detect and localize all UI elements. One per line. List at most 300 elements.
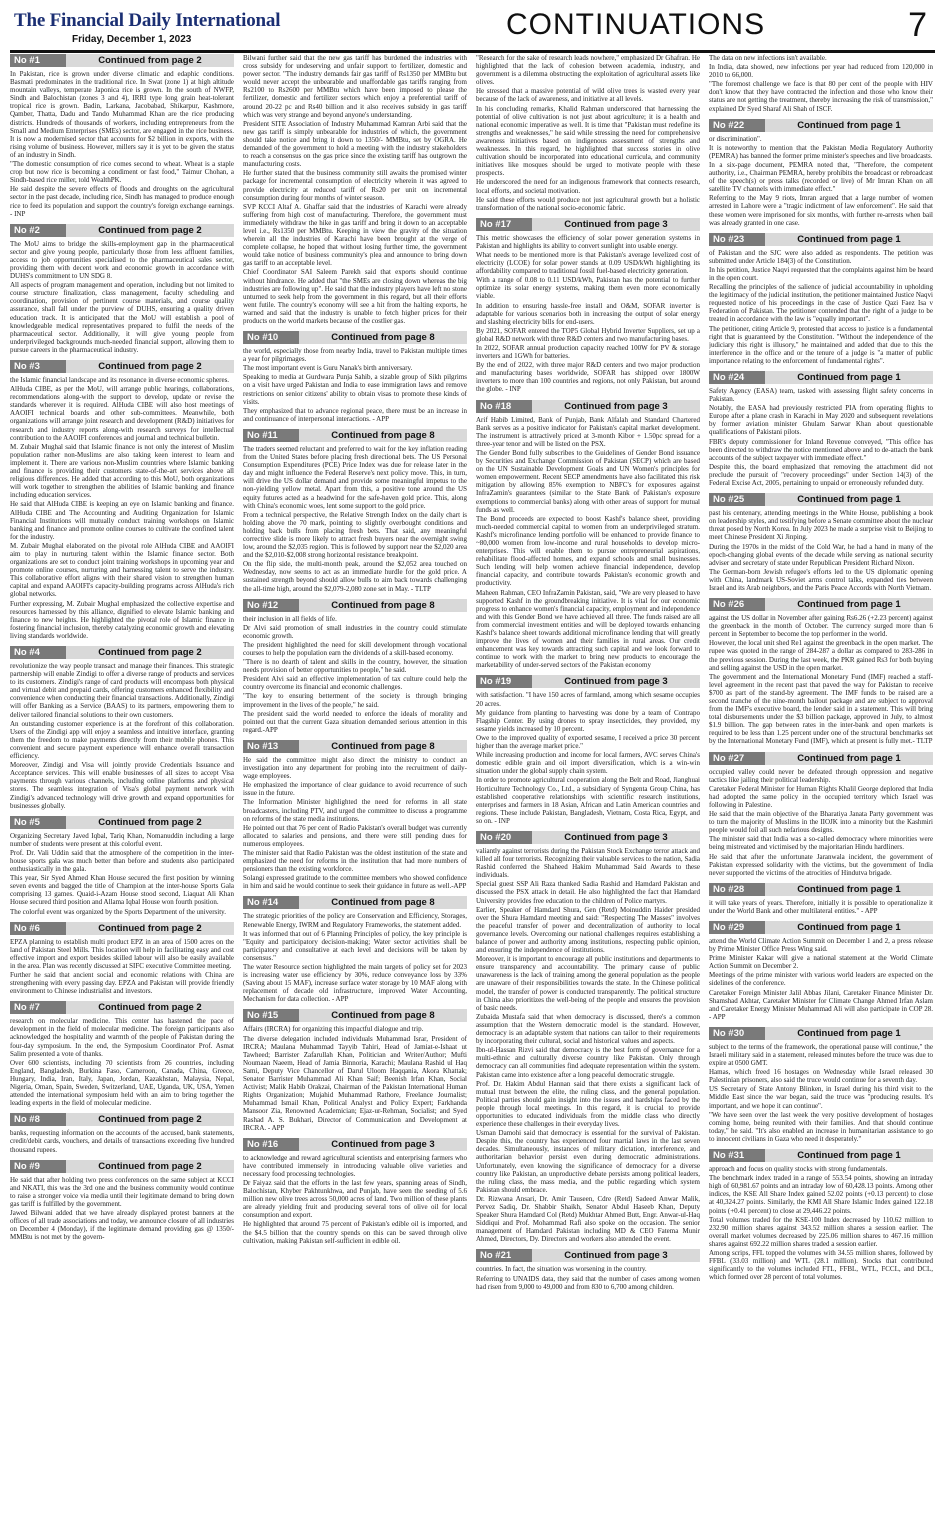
paragraph: On the flip side, the multi-month peak, around the $2,052 area touched on Wednesday, now seems to act as an immediate hurdle for the gold price. A sustained strength beyond should allow bulls to aim back towards challenging the all-time high, around the $2,079-2,080 zone set in May. - TLTP [243, 560, 467, 593]
story-header [10, 1113, 234, 1126]
story-body [243, 912, 467, 1003]
paragraph: The colorful event was organized by the Sports Department of the university. [10, 907, 226, 916]
story-number: No #30 [709, 1027, 765, 1040]
paragraph: Despite this, the board emphasized that removing the attachment did not preclude the pursuit of "recovery proceedings" under Section 14(3) of the Federal Excise Act, 2005, pertaining to unpaid or erroneously refunded duty. [709, 462, 933, 488]
paragraph: Further he said that ancient social and economic relations with China are strengthening with every passing day. EPZA and Pakistan will provide friendly environment to Chinese industrialist and investors. [10, 971, 234, 996]
paragraph: In order to promote agricultural cooperation along the Belt and Road, Jianghuai Horticulture Technology Co., Ltd., a subsidiary of Syngenta Group China, has established cooperative relationships with scientific research institutions, enterprises and farmers in 18 Asian, African and Latin American countries and regions. These include Pakistan, Bangladesh, Vietnam, Costa Rica, Egypt, and so on. - INP [476, 776, 700, 825]
continuation-story [10, 1001, 234, 1107]
paper-name: The Financial Daily International [14, 10, 281, 31]
continuation-story [476, 54, 700, 212]
story-number: No #25 [709, 493, 765, 506]
story-header [243, 1138, 467, 1151]
story-number: No #20 [476, 831, 532, 844]
paragraph: Recalling the principles of the salience of judicial accountability in upholding the legitimacy of the judicial institution, the petitioner maintained Justice Naqvi requested notice of his proceedings in the case of Justice Qazi Faez Isa v Federation of Pakistan. The petitioner contended that the right of a judge to be treated in accordance with the law is "equally important". [709, 283, 933, 324]
paragraph: Chief Coordinator SAI Saleem Parekh said that exports should continue without hindrance. He added that "the SMEs are closing down whereas the big industries are following up". He said that the industry players have left no stone unturned to seek help from the government in this regard, but all their efforts went futile. The country's economy will see a hit from the halting exports, he warned and said that the industry is unable to fetch higher prices for their products on the world markets because of the costlier gas. [243, 268, 467, 325]
paragraph: Affairs (IRCRA) for organizing this impactful dialogue and trip. [243, 1025, 424, 1034]
continuation-story [10, 360, 234, 640]
paragraph: Hamas, which freed 16 hostages on Wednesday while Israel released 30 Palestinian prisoners, also said the truce would continue for a seventh day. [709, 1068, 933, 1085]
story-body [476, 416, 700, 670]
continuation-story [709, 752, 933, 877]
paragraph: Prime Minister Kakar will give a national statement at the World Climate Action Summit on December 2. [709, 954, 933, 971]
story-body [476, 847, 700, 1244]
story-number: No #12 [243, 599, 299, 612]
story-body [476, 691, 700, 825]
paragraph: He said that AlHuda CIBE is keeping an eye on Islamic banking and finance. AlHuda CIBE and The Accounting and Auditing Organization for Islamic Financial Institutions will mutually conduct training workshops on Islamic banking and finance and promote online courses to cultivate the confined talent for the industry. [10, 500, 234, 541]
continuation-story [10, 1160, 234, 1242]
story-body [709, 509, 933, 592]
continued-from-label: Continued from page 3 [564, 218, 668, 230]
paragraph: In India, data showed, new infections per year had reduced from 120,000 in 2010 to 66,000. [709, 63, 933, 80]
continuation-story [476, 1249, 700, 1290]
story-header [243, 331, 467, 344]
story-number: No #10 [243, 331, 299, 344]
section-title: CONTINUATIONS [506, 8, 766, 41]
paragraph: The strategic priorities of the policy are Conservation and Efficiency, Storages, Renewable Energy, IWRM and Regulatory Frameworks, the statement added. [243, 912, 467, 929]
paragraph: Usman Damohi said that democracy is essential for the survival of Pakistan. Despite this, the country has experienced four martial laws in the last seven decades. Simultaneously, instances of military dictation, interference, and authoritarian behavior persist even during democratic administrations. Unfortunately, even knowing the significance of democracy for a diverse country like Pakistan, an unproductive debate persists among political leaders, the ruling class, the mass media, and the public regarding which system Pakistan should embrace. [476, 1129, 700, 1194]
story-number: No #28 [709, 883, 765, 896]
paragraph: Notably, the EASA had previously restricted PIA from operating flights to Europe after a plane crash in Karachi in May 2020 and subsequent revelations by former aviation minister Ghulam Sarwar Khan about questionable qualifications of Pakistani pilots. [709, 404, 933, 437]
paragraph: EPZA planning to establish multi product EPZ in an area of 1500 acres on the land of Pakistan Steel Mills. This location will help in facilitating easy and cost effective import and export besides skilled labour will also be easily available in the area. Plan was recently discussed at SIFC executive Committee meeting. [10, 937, 234, 970]
paragraph: In his petition, Justice Naqvi requested that the complaints against him be heard in the open court. [709, 265, 933, 282]
story-header [243, 740, 467, 753]
continuation-story [243, 429, 467, 593]
story-number: No #2 [10, 224, 66, 237]
continued-from-label: Continued from page 3 [331, 1138, 435, 1150]
story-number: No #18 [476, 400, 532, 413]
continuation-story [243, 599, 467, 734]
continued-from-label: Continued from page 3 [564, 831, 668, 843]
continuation-story [709, 371, 933, 487]
paragraph: He said that the main objective of the Bharatiya Janata Party government was to turn the majority of Muslims in the IIOJK into a minority but the Kashmiri people would foil all such nefarious designs. [709, 810, 933, 835]
paragraph: "The key to ensuring betterment of the society is through bringing improvement in the lives of the people," he said. [243, 692, 467, 709]
story-number: No #9 [10, 1160, 66, 1173]
paragraph: What needs to be mentioned more is that Pakistan's average levelized cost of electricity (LCOE) for solar power stands at 0.09 USD/kWh highlighting its affordability compared to traditional fossil fuel-based electricity generation. [476, 250, 700, 276]
continued-from-label: Continued from page 1 [797, 752, 901, 764]
continuation-story [243, 740, 467, 891]
paragraph: It was informed that out of 6 Planning Principles of policy, the key principle is "Equity and participatory decision-making; Water sector activities shall be participatory and consultative at each level and decisions will be taken by consensus." [243, 929, 467, 962]
story-header [243, 599, 467, 612]
story-header [709, 371, 933, 384]
paragraph: The government and the International Monetary Fund (IMF) reached a staff-level agreement in the recent past that paved the way for Pakistan to receive $700 as part of the stand-by agreement. The IMF funds to be raised are a second tranche of the nine-month bailout package and are subject to approval from the IMF's executive board, the lender said in a statement. This will bring total disbursements under the $3 billion package, approved in July, to almost $1.9 billion. The gap between rates in the inter-bank and open markets is required to be less than 1.25 percent under one of the structural benchmarks set by the International Monetary Fund (IMF), which at present is fully met.- TLTP [709, 672, 933, 746]
paragraph: SVP KCCI Altaf A. Ghaffar said that the industries of Karachi were already suffering from high cost of manufacturing. Therefore, the government must immediately withdraw the hike in gas tariff and bring it down to an acceptable level i.e., Rs1350 per MMBtu. Keeping in view the gravity of the situation wherein all the industries of Karachi have been brought at the verge of complete collapse, he hoped that without losing further time, the government would take notice of business community's plea and announce to bring down gas tariff to an acceptable level. [243, 202, 467, 268]
continuation-story [709, 883, 933, 915]
story-body [10, 240, 234, 354]
story-number: No #1 [10, 54, 66, 67]
paragraph: Moreover, Zindigi and Visa will jointly provide Credentials Issuance and Acceptance services. This will enable businesses of all sizes to accept Visa payments through various channels, including online platforms and physical stores. The seamless integration of Visa's global payment network with Zindigi's advanced technology will drive growth and expand opportunities for businesses globally. [10, 761, 234, 810]
story-header [476, 831, 700, 844]
story-header [10, 1001, 234, 1014]
story-body [476, 54, 700, 212]
paragraph: The most important event is Guru Nanak's birth anniversary. [243, 364, 413, 373]
story-header [243, 896, 467, 909]
continued-from-label: Continued from page 1 [797, 883, 901, 895]
story-header [709, 921, 933, 934]
story-number: No #13 [243, 740, 299, 753]
paragraph: it will take years of years. Therefore, initially it is possible to operationalize it under the World Bank and other multilateral entities." - APP [709, 898, 933, 915]
story-body [476, 1265, 700, 1290]
paragraph: The traders seemed reluctant and preferred to wait for the key inflation reading from the United States before placing fresh directional bets. The US Personal Consumption Expenditures (PCE) Price Index was due for release later in the day and might influence the Federal Reserve's next policy move. This, in turn, will drive the US dollar demand and provide some meaningful impetus to the non-yielding yellow metal. Apart from this, a positive tone around the US equity futures acted as a headwind for the safe-haven gold price. This, along with China's economic woes, lent some support to the gold price. [243, 444, 467, 510]
story-body [10, 70, 234, 218]
paragraph: While increasing production and income for local farmers, AVC serves China's domestic edible grain and oil import diversification, which is a win-win situation under the global supply chain system. [476, 751, 700, 776]
story-header [476, 675, 700, 688]
paragraph: He highlighted that around 75 percent of Pakistan's edible oil is imported, and the $4.5 billion that the country spends on this can be saved through olive cultivation, making Pakistan self-sufficient in edible oil. [243, 1220, 467, 1245]
paragraph: Owe to the improved quality of exported sesame, I received a price 30 percent higher than the average market price." [476, 733, 700, 751]
paragraph: Further expressing, M. Zubair Mughal emphasized the collective expertise and resources harnessed by this alliance, dignified to elevate Islamic banking and finance to new heights. He highlighted the pivotal role of Islamic finance in fostering financial inclusion, thereby catalyzing economic growth and elevating living standards worldwide. [10, 599, 234, 640]
story-header [709, 1149, 933, 1162]
paragraph: approach and focus on quality stocks with strong fundamentals. [709, 1165, 888, 1174]
story-body [476, 234, 700, 394]
paragraph: or discrimination". [709, 134, 762, 143]
story-header [243, 429, 467, 442]
paragraph: He said that after the unfortunate Jaranwala incident, the government of Pakistan expressed solidarity with the victims, but the government of India never supported the victims of the atrocities of Hindutva brigade. [709, 852, 933, 877]
paragraph: M. Zubair Mughal said that Islamic finance is not only the interest of Muslim population rather non-Muslims are also taking keen interest to learn and implement it. There are various non-Muslim countries where Islamic banking and finance is providing their customers state-of-the-art services above all religious differences. He added that according to this MoU, both organizations will work together to strengthen the abilities of Islamic banking and finance including education services. [10, 442, 234, 500]
story-body [10, 1176, 234, 1242]
paragraph: From a technical perspective, the Relative Strength Index on the daily chart is holding above the 70 mark, pointing to slightly overbought conditions and holding back bulls from placing fresh bets. That said, any meaningful corrective slide is more likely to attract fresh buyers near the overnight swing low, around the $2,035 region. This is followed by support near the $2,020 area and the $2,010-$2,008 strong horizontal resistance breakpoint. [243, 510, 467, 560]
paragraph: banks, requesting information on the accounts of the accused, bank statements, credit/debit cards, vouchers, and details of transactions exceeding five hundred thousand rupees. [10, 1129, 234, 1154]
continuation-story [243, 1138, 467, 1245]
paragraph: Jawed Bilwani added that we have already displayed protest banners at the offices of all trade associations and today, we announce closure of all industries on December 4 (Monday), if the legitimate demand providing gas @ 1350/- MMBtu is not met by the govern- [10, 1208, 234, 1242]
story-number: No #8 [10, 1113, 66, 1126]
continuation-story [243, 896, 467, 1003]
paragraph: Maheen Rahman, CEO InfraZamin Pakistan, said, "We are very pleased to have supported Kashf in the groundbreaking initiative. It is vital for our economic progress to enhance women's financial capacity, employment and independence and with this Gender Bond we have achieved all three. The funds raised are all from commercial investment entities and will be deployed towards enhancing Kashf's balance sheet towards additional microfinance lending that will greatly improve the lives of women and their families in rural areas. Our credit enhancement was key towards attracting such capital and we look forward to continue to work with the market to bring new products to encourage the marketability of under-served sectors of the Pakistan economy [476, 588, 700, 670]
story-header [10, 1160, 234, 1173]
story-header [10, 922, 234, 935]
masthead [10, 6, 935, 53]
story-number: No #19 [476, 675, 532, 688]
paragraph: subject to the terms of the framework, the operational pause will continue," the Israeli military said in a statement, released minutes before the truce was due to expire at 0500 GMT. [709, 1042, 933, 1068]
continued-from-label: Continued from page 8 [331, 897, 435, 909]
story-number: No #23 [709, 233, 765, 246]
paragraph: The diverse delegation included individuals Muhammad Israr, President of IRCRA; Maulana Muhammad Tayyib Tahiri, Head of Jamiat-e-Ishaat ut Tawheed; Barrister Zafarullah Khan, Politician and Writer/Author; Mufti Noumaan Naeem, Head of Jamia Binnoria, Karachi; Maulana Rashid ul Haq Sami, Deputy Vice Chancellor of Darul Uloom Haqqania, Akora Khattak; Senator Barrister Muhammad Ali Khan Saif; Beenish Irfan Khan, Social Activist; Malik Habib Orakzai, Chairman of the Pakistan International Human Rights Organization; Mujahid Muhammad Rathore, Freelance Journalist; Muhammad Ismail Khan, Political Analyst and Policy Expert; Farkhanda Mansoor Zia, Renowned Academician; Ejaz-ur-Rehman, Socialist; and Syed Rashad A. S. Bukhari, Director of Communication and Development at IRCRA. - APP [243, 1034, 467, 1132]
story-body [243, 1154, 467, 1245]
continued-from-label: Continued from page 8 [331, 1010, 435, 1022]
continued-from-label: Continued from page 2 [98, 922, 202, 934]
story-body [243, 445, 467, 593]
story-number: No #6 [10, 922, 66, 935]
continuation-story [10, 816, 234, 916]
paragraph: Referring to UNAIDS data, they said that the number of cases among women had risen from 9,000 to 49,000 and from 830 to 6,700 among children. [476, 1274, 700, 1291]
story-number: No #5 [10, 816, 66, 829]
paragraph: He said the committee might also direct the ministry to conduct an investigation into any department for probing into the recruitment of daily-wage employees. [243, 755, 467, 781]
paragraph: However, the local unit shed Re1 against the greenback in the open market. The rupee was quoted in the range of 284-287 a dollar as compared to 283-286 in the previous session. During the last week, the PKR gained Rs3 for both buying and selling against the USD in the open market. [709, 639, 933, 672]
continued-from-label: Continued from page 2 [98, 224, 202, 236]
paragraph: Safety Agency (EASA) team, tasked with assessing flight safety concerns in Pakistan. [709, 387, 933, 404]
paragraph: countries. In fact, the situation was worsening in the country. [476, 1265, 647, 1274]
paragraph: Zubaida Mustafa said that when democracy is discussed, there's a common assumption that the Western democratic model is the standard. However, democracy is an adaptable system that nations can tailor to their requirements by incorporating their cultural, social and historical values and aspects. [476, 1012, 700, 1046]
story-number: No #17 [476, 218, 532, 231]
story-number: No #4 [10, 646, 66, 659]
story-header [10, 54, 234, 67]
story-body [709, 54, 933, 113]
column-3 [476, 54, 700, 1524]
continued-from-label: Continued from page 8 [331, 332, 435, 344]
continued-from-label: Continued from page 2 [98, 1160, 202, 1172]
paragraph: The petitioner, citing Article 9, protested that access to justice is a fundamental right that is guaranteed by the Constitution. "Without the independence of the judiciary this right is illusory," he maintained and added that due to this the interference in the office and or the tenure of a judge is "a matter of public importance relating to the enforcement of fundamental rights". [709, 324, 933, 365]
paragraph: Organizing Secretary Javed Iqbal, Tariq Khan, Nomanuddin including a large number of students were present at this colorful event. [10, 831, 234, 848]
paragraph: In his concluding remarks, Khalid Rahman underscored that harnessing the potential of olive cultivation is not just about agriculture; it is a health and national economic imperative as well. It is time that "Pakistan must redefine its strengths and weaknesses," he said while stressing the need for comprehensive awareness initiatives based on indigenous assessment of strengths and weaknesses. In this regard, he highlighted that success stories in olive cultivation should be incorporated into educational curricula, and community initiatives like mosques should be urged to motivate people with these prospects. [476, 104, 700, 178]
paragraph: Moreover, it is important to encourage all public institutions and departments to ensure transparency and accountability. The primary cause of public unawareness is the lack of training among the general population as the people are unaware of their responsibilities towards the state. In the Chinese political model, the transfer of power is conducted transparently. The political structure in China also prioritizes the well-being of the people and ensures the provision of basic needs. [476, 955, 700, 1012]
story-body [709, 135, 933, 227]
story-header [476, 1249, 700, 1262]
paragraph: President SITE Association of Industry Muhammad Kamran Arbi said that the new gas tariff is simply unbearable for industries of which, the government should take notice and bring it down to 1350/- MMBtu, set by OGRA. He demanded of the government to hold a meeting with the industry stakeholders to reach a consensus on the gas price since the existing tariff has outgrown the manufacturing costs. [243, 119, 467, 169]
continued-from-label: Continued from page 2 [98, 1114, 202, 1126]
continued-from-label: Continued from page 1 [797, 233, 901, 245]
story-number: No #21 [476, 1249, 532, 1262]
issue-date: Friday, December 1, 2023 [72, 34, 192, 45]
paragraph: Caretaker Foreign Minister Jalil Abbas Jilani, Caretaker Finance Minister Dr. Shamshad Akhtar, Caretaker Minister for Climate Change Ahmed Irfan Aslam and Caretaker Energy Minister Muhammad Ali will also participate in COP 28. - APP [709, 988, 933, 1021]
paragraph: He further stated that the business community still awaits the promised winter package for incremental consumption of electricity wherein it was agreed to provide electricity at reduced tariff of Rs20 per unit on incremental consumption during four months of winter season. [243, 169, 467, 202]
paragraph: The data on new infections isn't available. [709, 54, 827, 62]
story-body [10, 1129, 234, 1153]
story-body [10, 376, 234, 640]
continued-from-label: Continued from page 3 [564, 676, 668, 688]
paragraph: The Information Minister highlighted the need for reforms in all state broadcasters, including PTV, and urged the committee to discuss a programme on reforms of the state media institutions. [243, 798, 467, 823]
story-header [709, 883, 933, 896]
paragraph: their inclusion in all fields of life. [243, 614, 337, 623]
paragraph: Total volumes traded for the KSE-100 Index decreased by 110.62 million to 232.90 million shares against 343.52 million shares a session earlier. The overall market volumes decreased by 225.06 million shares to 467.16 million shares against 692.22 million shares traded a session earlier. [709, 1215, 933, 1248]
paragraph: the Islamic financial landscape and its resonance in diverse economic spheres. [10, 376, 230, 384]
paragraph: occupied valley could never be defeated through oppression and negative tactics like jailing their political leadership. [709, 767, 933, 784]
continued-from-label: Continued from page 1 [797, 1027, 901, 1039]
continued-from-label: Continued from page 2 [98, 816, 202, 828]
story-number: No #26 [709, 598, 765, 611]
paragraph: Dr. Rizwana Ansari, Dr. Amir Tauseen, Cdre (Retd) Sadeed Anwar Malik, Pervez Sadiq, Dr. Shabbir Shaikh, Senator Abdul Haseeb Khan, Deputy Speaker Shura Hamdard Col (Retd) Mukhtar Ahmed Butt, Engr. Anwar-ul-Haq Siddiqui and Prof. Mohammad Rafi also spoke on the occasion. The senior management of Hamdard Pakistan including MD & CEO Fatema Munir Ahmed, Directors, Dy. Directors and workers also attended the event. [476, 1194, 700, 1244]
paragraph: The president said the world needed to enforce the ideals of morality and pointed out that the current Gaza situation demanded serious attention in this regard.-APP [243, 709, 467, 734]
continued-from-label: Continued from page 8 [331, 429, 435, 441]
paragraph: with satisfaction. "I have 150 acres of farmland, among which sesame occupies 20 acres. [476, 691, 700, 708]
continuation-story [243, 331, 467, 423]
continued-from-label: Continued from page 1 [797, 372, 901, 383]
paragraph: attend the World Climate Action Summit on December 1 and 2, a press release by Prime Minister Office Press Wing said. [709, 936, 933, 954]
continuation-story [476, 400, 700, 670]
continuation-story [709, 921, 933, 1021]
paragraph: Bilwani further said that the new gas tariff has burdened the industries with cross subsidy for undeserving and unfair support to fertilizer, domestic and power sector. "The industry demands fair gas tariff of Rs1350 per MMBtu but would never accept the unbearable and unaffordable gas tariffs ranging from Rs2100 to Rs2600 per MMBtu which have been imposed to please the fertilizer, domestic and fertilizer sectors which enjoy a preferential tariff of around 20-22 pc and Rs40 billion and it also receives subsidy in gas tariff which was very strange and beyond anyone's understanding. [243, 54, 467, 119]
paragraph: He underscored the need for an indigenous framework that connects research, local efforts, and societal motivation. [476, 178, 700, 195]
story-header [10, 816, 234, 829]
paragraph: Over 600 scientists, including 70 scientists from 26 countries, including England, Bangladesh, Burkina Faso, Cameroon, Canada, China, Greece, Hungary, India, Iran, Italy, Japan, Jordan, Kazakhstan, Malaysia, Nepal, Nigeria, Oman, Spain, Sweden, Switzerland, UAE, Uganda, UK, USA, Yemen attended the international symposium held with an aim to bring together the leading experts in the field of molecular medicine. [10, 1058, 234, 1108]
story-body [709, 768, 933, 877]
paragraph: Arif Habib Limited, Bank of Punjab, Bank Alfalah and Standard Chartered Bank serves as a positive indicator for Pakistan's capital market development. The instrument is attractively priced at 3-month Kibor + 1.50pc spread for a three-year tenor and will be listed on the PSX. [476, 415, 700, 448]
paragraph: valiantly against terrorists during the Pakistan Stock Exchange terror attack and killed all four terrorists. Recognizing their valuable services to the nation, Sadia Rashid conferred the Shaheed Hakim Muhammad Said Awards to these individuals. [476, 846, 700, 880]
paragraph: of Pakistan and the SJC were also added as respondents. The petition was submitted under Article 184(3) of the Constitution. [709, 248, 933, 265]
story-header [10, 224, 234, 237]
continued-from-label: Continued from page 3 [564, 1250, 668, 1262]
paragraph: to acknowledge and reward agricultural scientists and enterprising farmers who have contributed immensely in introducing valuable olive varieties and necessary food processing technologies. [243, 1153, 467, 1178]
continuation-story [476, 218, 700, 394]
continuation-story [10, 922, 234, 996]
continued-from-label: Continued from page 8 [331, 599, 435, 611]
paragraph: He pointed out that 76 per cent of Radio Pakistan's overall budget was currently allocated to salaries and pensions, and there were still pending dues for numerous employees. [243, 823, 467, 848]
story-header [709, 119, 933, 132]
continuation-story [476, 831, 700, 1244]
continued-from-label: Continued from page 1 [797, 494, 901, 506]
paragraph: He said despite the severe effects of floods and droughts on the agricultural sector in the past decade, including rice, Sindh has managed to produce enough rice to feed its population and support the country's foreign exchange earnings. - INP [10, 185, 234, 218]
paragraph: "The domestic consumption of rice comes second to wheat. Wheat is a staple crop but now rice is becoming a condiment or fast food," Taimur Chohan, a Sindh-based rice miller, told WealthPK. [10, 160, 234, 185]
story-number: No #15 [243, 1009, 299, 1022]
paragraph: It is noteworthy to mention that the Pakistan Media Regulatory Authority (PEMRA) has banned the former prime minister's speeches and live broadcasts. [709, 143, 933, 160]
paragraph: The Gender Bond fully subscribes to the Guidelines of Gender Bond issuance by Securities and Exchange Commission of Pakistan (SECP) which are based on the UN Sustainable Development Goals and UN Women's principles for women empowerment. Recent SECP amendments have also facilitated this risk mitigation by allowing 85% exemption to NBFC's for exposures against InfraZamin's guarantees (similar to the State Bank of Pakistan's exposure exemptions to commercial banks) along with other areas of support for mutual funds as well. [476, 448, 700, 514]
paragraph: During the 1970s in the midst of the Cold War, he had a hand in many of the epoch-changing global events of the decade while serving as national security adviser and secretary of state under Republican President Richard Nixon. [709, 542, 933, 567]
story-number: No #7 [10, 1001, 66, 1014]
paragraph: The Bond proceeds are expected to boost Kashf's balance sheet, providing much-needed commercial capital to women from an underprivileged stratum. Kashf's microfinance lending portfolio will be enhanced to provide finance to ~80,000 women from low-income and rural households to develop micro-enterprises. This will enable them to pursue entrepreneurial aspirations, rehabilitate flood-affected homes, and expand schools and small businesses. Such lending will help women achieve financial independence, develop financial capacity, and contribute towards Pakistan's economic growth and productivity. [476, 514, 700, 588]
story-body [709, 614, 933, 746]
story-body [10, 662, 234, 810]
paragraph: against the US dollar in November after gaining Rs6.26 (+2.23 percent) against the greenback in the month of October. The currency surged more than 6 percent in September to become the top performer in the world. [709, 614, 933, 639]
paragraph: This year, Sir Syed Ahmed Khan House secured the first position by winning seven events and bagged the title of Champion at the inter-house Sports Gala comprising 13 games. Quaid-i-Azam House stood second, Liaquat Ali Khan House secured third position and Allama Iqbal House won fourth position. [10, 874, 234, 907]
continued-from-label: Continued from page 2 [98, 1002, 202, 1014]
paragraph: My guidance from planting to harvesting was done by a team of Contrapo Flagship Center. By using drones to spray insecticides, they provided, my sesame yields increased by 10 percent. [476, 708, 700, 733]
paragraph: With a range of 0.08 to 0.11 USD/kWh, Pakistan has the potential to further optimize its solar energy systems, making them even more economically viable. [476, 276, 700, 301]
paragraph: Speaking to media at Gurdwara Punja Sahib, a sizable group of Sikh pilgrims on a visit have urged Pakistan and India to ease immigration laws and remove restrictions on senior citizens' ability to obtain visas to promote these kinds of visits. [243, 373, 467, 406]
continued-from-label: Continued from page 1 [797, 1150, 901, 1162]
paragraph: He stressed that a massive potential of wild olive trees is wasted every year because of the lack of awareness, and initiative at all levels. [476, 87, 700, 104]
paragraph: They emphasized that to advance regional peace, there must be an increase in and continuance of interpersonal interactions. - APP [243, 406, 467, 423]
story-header [476, 218, 700, 231]
story-body [243, 54, 467, 325]
story-number: No #16 [243, 1138, 299, 1151]
continuation-story [10, 54, 234, 218]
story-number: No #22 [709, 119, 765, 132]
paragraph: The MoU aims to bridge the skills-employment gap in the pharmaceutical sector and give young people, particularly those from less affluent families, access to job opportunities specialised to the pharmaceutical sales sector, providing them with decent work and economic growth in accordance with DUHS's commitment to UN SDG 8. [10, 239, 234, 281]
continuation-story [10, 646, 234, 810]
continued-from-label: Continued from page 1 [797, 119, 901, 131]
paragraph: The water Resource section highlighted the main targets of policy set for 2023 is increasing water use efficiency by 30%, reduce conveyance loss by 33% (Saving about 15 MAF), increase surface water storage by 10 MAF along with replacement of decade old infrastructure, improved Water Accounting, Mechanism for data collection. - APP [243, 963, 467, 1004]
continuation-story [709, 493, 933, 592]
continuation-story [709, 1027, 933, 1143]
story-body [243, 347, 467, 423]
continued-from-label: Continued from page 1 [797, 921, 901, 933]
story-number: No #29 [709, 921, 765, 934]
column-1 [10, 54, 234, 1524]
paragraph: AlHuda CIBE, as per the MoU, will arrange public hearings, collaborations, recommendations along-with the support to develop, update or revise the standards wherever it is required. AlHuda CIBE will also host meetings of AAOIFI technical boards and other sub-committees. Meanwhile, both organizations will arrange joint research and development (R&D) initiatives for research and industry reports along-with research surveys for intellectual contribution to the AAOIFI conferences and journal and technical bulletin. [10, 385, 234, 442]
story-body [243, 1025, 467, 1131]
continuation-story [476, 675, 700, 825]
story-body [709, 249, 933, 365]
continuation-story [709, 54, 933, 113]
story-header [476, 400, 700, 413]
story-header [10, 360, 234, 373]
paragraph: FBR's deputy commissioner for Inland Revenue conveyed, "This office has been directed to withdraw the notice mentioned above and to de-attach the bank accounts of the subject taxpayer with immediate effect." [709, 437, 933, 462]
continuation-story [709, 598, 933, 746]
story-header [709, 598, 933, 611]
continued-from-label: Continued from page 2 [98, 647, 202, 658]
paragraph: Solangi expressed gratitude to the committee members who showed confidence in him and said he would continue to seek their guidance in future as well.-APP [243, 874, 467, 891]
column-2 [243, 54, 467, 1524]
paragraph: Special guest SSP Ali Raza thanked Sadia Rashid and Hamdard Pakistan and discussed the PSX attack in detail. He also highlighted the fact that Hamdard University provides free education to the children of Police martyrs. [476, 880, 700, 905]
paragraph: Prof. Dr. Vali Uddin said that the atmosphere of the competition in the inter-house sports gala was much better than before and students also participated enthusiastically in the gala. [10, 848, 234, 874]
continued-from-label: Continued from page 3 [564, 400, 668, 412]
paragraph: Dr Faiyaz said that the efforts in the last few years, spanning areas of Sindh, Balochistan, Khyber Pakhtunkhwa, and Punjab, have seen the seeding of 5.6 million new olive trees across 50,000 acres of land. Two million of these plants are already yielding fruit and producing several tons of olive oil for local consumption and export. [243, 1178, 467, 1220]
paragraph: Dr Alvi said promotion of small industries in the country could stimulate economic growth. [243, 623, 467, 640]
story-number: No #31 [709, 1149, 765, 1162]
story-number: No #24 [709, 371, 765, 384]
paragraph: In 2022, SOFAR annual production capacity reached 100W for PV & storage inverters and 1GWh for batteries. [476, 344, 700, 361]
paragraph: An outstanding customer experience is at the forefront of this collaboration. Users of the Zindigi app will enjoy a seamless and intuitive interface, granting them the freedom to make payments directly from their mobile phones. This convenient and secure payment experience will enhance overall transaction efficiency. [10, 719, 234, 761]
paragraph: research on molecular medicine. This center has hastened the pace of development in the field of molecular medicine. The foreign participants also acknowledged the hospitality and warmth of the people of Pakistan during the four-day symposium. In the end, the Symposium Coordinator Prof. Asmat Salim presented a vote of thanks. [10, 1017, 234, 1058]
paragraph: All aspects of program management and operation, including but not limited to course structure finalization, class management, faculty scheduling and coordination, provision of pertinent course materials, and course quality assurance, shall fall under the purview of DUHS, ensuring a quality driven education track. It is anticipated that the MoU will establish a pool of knowledgeable medical representatives prepared to fulfil the needs of the pharmaceutical sector. Additionally, it will give young people from underprivileged backgrounds much-needed financial support, allowing them to pursue careers in the pharmaceutical industry. [10, 281, 234, 354]
continuation-story [10, 224, 234, 354]
paragraph: The German-born Jewish refugee's efforts led to the US diplomatic opening with China, landmark US-Soviet arms control talks, expanded ties between Israel and its Arab neighbors, and the Paris Peace Accords with North Vietnam. [709, 567, 933, 592]
continuation-story [10, 1113, 234, 1153]
paragraph: Referring to the May 9 riots, Imran argued that a large number of women arrested in Lahore were a "tragic indictment of law enforcement". He said that these women were imprisoned for six months, with further re-arrests when bail was already granted in one case. [709, 194, 933, 227]
paragraph: President Alvi said an effective implementation of tax culture could help the country overcome its financial and economic challenges. [243, 675, 467, 692]
story-body [10, 938, 234, 996]
paragraph: Among scrips, FFL topped the volumes with 34.55 million shares, followed by FFBL (33.03 million) and WTL (28.1 million). Stocks that contributed significantly to the volumes included FTL, FFBL, WTL, FCCL, and DCL, which formed over 28 percent of total volumes. [709, 1248, 933, 1282]
story-number: No #14 [243, 896, 299, 909]
continuation-story [709, 1149, 933, 1281]
paragraph: M. Zubair Mughal elaborated on the pivotal role AlHuda CIBE and AAOIFI aim to play in nurturing talent within the Islamic finance sector. Both organizations are set to conduct joint training workshops in upcoming year and promote online courses, nurturing and harnessing talent to serve the industry. This collaborative effort aligns with their shared vision to strengthen human capital and expand AAOIFI's capacity-building programs across AlHuda's rich global networks. [10, 541, 234, 599]
paragraph: In Pakistan, rice is grown under diverse climatic and edaphic conditions. Basmati predominates in the traditional rice. In Swat (zone 1) at high altitude mountain valleys, temperate Japonica rice is grown. In the south of NWFP, Sindh and Balochistan (zones 3 and 4), IRRI type long grain heat-tolerant tropical rice is grown. Badin, Larkana, Jacobabad, Shikarpur, Kashmore, Qamber, Thatta, Dadu and Tando Muhammad Khan are the rice producing districts. Hundreds of thousands of workers, including entrepreneurs from the Small and Medium Enterprises (SMEs) sector, are engaged in the rice business. It is now a modernised sector that accounts for $2 billion in exports, with the rising volume of business. However, millers say it is yet to be given the status of an industry in Sindh. [10, 70, 234, 159]
paragraph: He said that after holding two press conferences on the same subject at KCCI and NKATI, this was the 3rd one and the business community would continue to raise a stronger voice via media until their legitimate demand to bring down gas tariff is fulfilled by the government. [10, 1175, 234, 1208]
paragraph: Ibn-ul-Hassan Rizvi said that democracy is the best form of governance for a multi-ethnic and culturally diverse country like Pakistan. Only through democracy can all communities find adequate representation within the system. Pakistan came into existence after a long peaceful democratic struggle. [476, 1046, 700, 1079]
paragraph: He emphasized the importance of clear guidance to avoid recurrence of such issue in the future. [243, 781, 467, 798]
story-body [709, 1165, 933, 1281]
paragraph: Caretaker Federal Minister for Human Rights Khalil George deplored that India had adopted the same policy in the occupied territory which Israel was following in Palestine. [709, 784, 933, 809]
continuation-story [709, 233, 933, 365]
story-body [243, 615, 467, 734]
paragraph: "Research for the sake of research leads nowhere," emphasized Dr Ghafran. He highlighted that the lack of cohesion between academia, industry, and government is a dilemma obstructing the exploitation of agricultural assets like olives. [476, 54, 700, 87]
paragraph: "There is no dearth of talent and skills in the country, however, the situation needs provision of better opportunities to people," he said. [243, 658, 467, 675]
story-number: No #27 [709, 752, 765, 765]
story-header [709, 233, 933, 246]
story-body [709, 899, 933, 915]
paragraph: Meetings of the prime minister with various world leaders are expected on the sidelines of the conference. [709, 971, 933, 988]
paragraph: By 2021, SOFAR entered the TOP5 Global Hybrid Inverter Suppliers, set up a global R&D network with three R&D centers and two manufacturing bases. [476, 326, 700, 343]
paragraph: "We have seen over the last week the very positive development of hostages coming home, being reunited with their families. And that should continue today," he said. "It's also enabled an increase in humanitarian assistance to go to innocent civilians in Gaza who need it desperately." [709, 1110, 933, 1143]
continued-from-label: Continued from page 1 [797, 599, 901, 611]
continuation-story [243, 1009, 467, 1131]
story-header [709, 493, 933, 506]
story-body [709, 1043, 933, 1143]
paragraph: The president highlighted the need for skill development through vocational courses to help the population earn the dividends of a skill-based economy. [243, 640, 467, 657]
paragraph: The benchmark index traded in a range of 553.54 points, showing an intraday high of 60,981.67 points and an intraday low of 60,428.13 points. Among other indices, the KSE All Share Index gained 52.02 points (+0.13 percent) to close at 40,324.27 points. Similarly, the KMI All Share Islamic Index gained 122.18 points (+0.41 percent) to close at 29,446.22 points. [709, 1174, 933, 1215]
story-body [243, 756, 467, 891]
story-body [10, 1017, 234, 1107]
continued-from-label: Continued from page 2 [98, 55, 202, 66]
paragraph: the world, especially those from nearby India, travel to Pakistan multiple times a year for pilgrimages. [243, 347, 467, 364]
paragraph: The minister said that India was a so-called democracy where minorities were being mistreated and victimised by the majoritarian Hindu hardliners. [709, 835, 933, 852]
paragraph: revolutionize the way people transact and manage their finances. This strategic partnership will enable Zindigi to offer a diverse range of products and services to its customers. Zindigi's range of card products will encompass both physical and virtual debit and prepaid cards, offering customers enhanced flexibility and convenience when conducting their financial transactions. Additionally, Zindigi will offer Banking as a Service (BAAS) to its partners, empowering them to deliver tailored financial solutions to their own customers. [10, 662, 234, 719]
story-header [10, 646, 234, 659]
paragraph: The minister said that Radio Pakistan was the oldest institution of the state and emphasized the need for reforms in the institution that had more numbers of pensioners than the existing workforce. [243, 848, 467, 874]
story-header [243, 1009, 467, 1022]
story-body [709, 937, 933, 1021]
column-4 [709, 54, 933, 1524]
story-number: No #3 [10, 360, 66, 373]
paragraph: He said these efforts would produce not just agricultural growth but a holistic transformation of the national socio-economic fabric. [476, 195, 700, 212]
story-number: No #11 [243, 429, 299, 442]
paragraph: This metric showcases the efficiency of solar power generation systems in Pakistan and highlights its ability to convert sunlight into usable energy. [476, 233, 700, 250]
continued-from-label: Continued from page 8 [331, 740, 435, 752]
continued-from-label: Continued from page 2 [98, 361, 202, 372]
story-header [709, 752, 933, 765]
paragraph: In addition to ensuring hassle-free install and O&M, SOFAR inverter is adaptable for various scenarios both in increasing the output of solar energy and slashing electricity bills for end-users. [476, 301, 700, 326]
story-body [709, 387, 933, 487]
article-columns [10, 54, 935, 1524]
page-number: 7 [908, 6, 927, 44]
paragraph: By the end of 2022, with three major R&D centers and two major production and manufacturing bases worldwide, SOFAR has shipped over 1800W inverters to more than 100 countries and regions, not only Pakistan, but around the globe. - INP [476, 361, 700, 394]
paragraph: US Secretary of State Antony Blinken, in Israel during his third visit to the Middle East since the war began, said the truce was "producing results. It's important, and we hope it can continue". [709, 1085, 933, 1110]
paragraph: In a six-page document, PEMRA noted that, "Therefore, the competent authority, i.e., Chairman PEMRA, hereby prohibits the broadcast or rebroadcast of the speech(s) or press talks (recorded or live) of Mr Imran Khan on all satellite TV channels with immediate effect." [709, 160, 933, 194]
paragraph: Prof. Dr. Hakim Abdul Hannan said that there exists a significant lack of mutual trust between the elite, the ruling class, and the general population. Political parties should gain insight into the issues and hardships faced by the people through local meetings. In this regard, it is crucial to provide opportunities to educated individuals from the middle class who directly experience these challenges in their everyday lives. [476, 1079, 700, 1129]
story-header [709, 1027, 933, 1040]
paragraph: Earlier, Speaker of Hamdard Shura, Gen (Retd) Moinuddin Haider presided over the Shura Hamdard meeting and said: "Respecting The Masses" involves the peaceful transfer of power and decentralization of authority to local governance levels. Overcoming our national challenges requires establishing a balance of power and authority among institutions, respecting public opinion, and ensuring the independence of institutions. [476, 905, 700, 955]
paragraph: past his centenary, attending meetings in the White House, publishing a book on leadership styles, and testifying before a Senate committee about the nuclear threat posed by North Korea. In July 2023 he made a surprise visit to Beijing to meet Chinese President Xi Jinping. [709, 509, 933, 542]
continuation-story [709, 119, 933, 227]
continuation-story [243, 54, 467, 325]
paragraph: "The foremost challenge we face is that 80 per cent of the people with HIV don't know that they have contracted the infection and those who know their status are not getting the treatment, thereby increasing the risk of transmission," explained Dr Syed Sharaf Ali Shah of ISCF. [709, 80, 933, 113]
story-body [10, 832, 234, 916]
